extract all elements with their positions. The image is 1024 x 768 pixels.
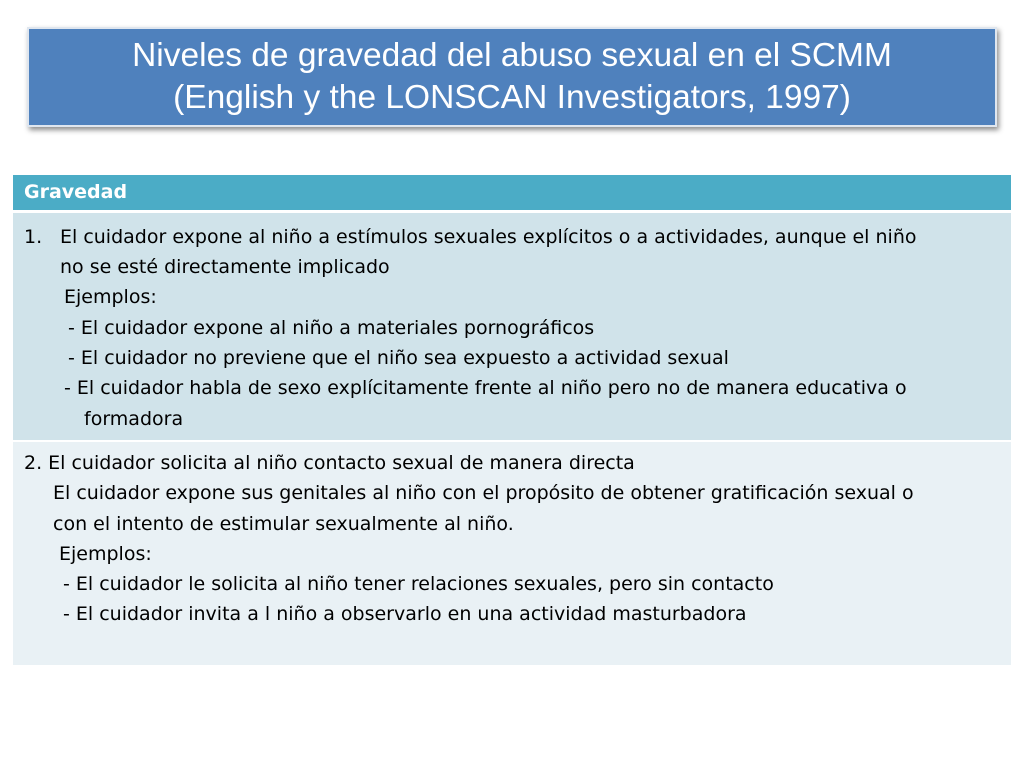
severity-table [13, 175, 1011, 665]
level-2-description-line-2: con el intento de estimular sexualmente al niño. [53, 513, 514, 535]
level-1-number: 1. [24, 226, 43, 248]
level-2-title: 2. El cuidador solicita al niño contacto sexual de manera directa [24, 452, 635, 474]
level-2-description-line-1: El cuidador expone sus genitales al niño con el propósito de obtener gratificación sexual o [53, 482, 914, 504]
level-2-example-2: - El cuidador invita a l niño a observarlo en una actividad masturbadora [63, 603, 747, 625]
slide-title-line-2: (English y the LONSCAN Investigators, 1997) [173, 79, 851, 116]
table-row-level-2 [13, 442, 1011, 665]
level-2-example-1: - El cuidador le solicita al niño tener relaciones sexuales, pero sin contacto [63, 573, 774, 595]
level-1-description-line-1: El cuidador expone al niño a estímulos sexuales explícitos o a actividades, aunque el niño [60, 226, 917, 248]
level-2-examples-label: Ejemplos: [59, 543, 152, 565]
level-1-example-2: - El cuidador no previene que el niño sea expuesto a actividad sexual [68, 347, 729, 369]
level-1-example-1: - El cuidador expone al niño a materiales pornográficos [68, 317, 595, 339]
level-1-example-3-cont: formadora [84, 408, 184, 430]
slide-title-line-1: Niveles de gravedad del abuso sexual en el SCMM [132, 37, 892, 74]
level-1-examples-label: Ejemplos: [64, 286, 157, 308]
level-1-example-3: - El cuidador habla de sexo explícitamente frente al niño pero no de manera educativa o [64, 377, 907, 399]
slide-title [27, 27, 997, 127]
table-header-gravedad: Gravedad [13, 175, 1011, 213]
table-row-level-1 [13, 213, 1011, 442]
level-1-description-line-2: no se esté directamente implicado [60, 256, 390, 278]
